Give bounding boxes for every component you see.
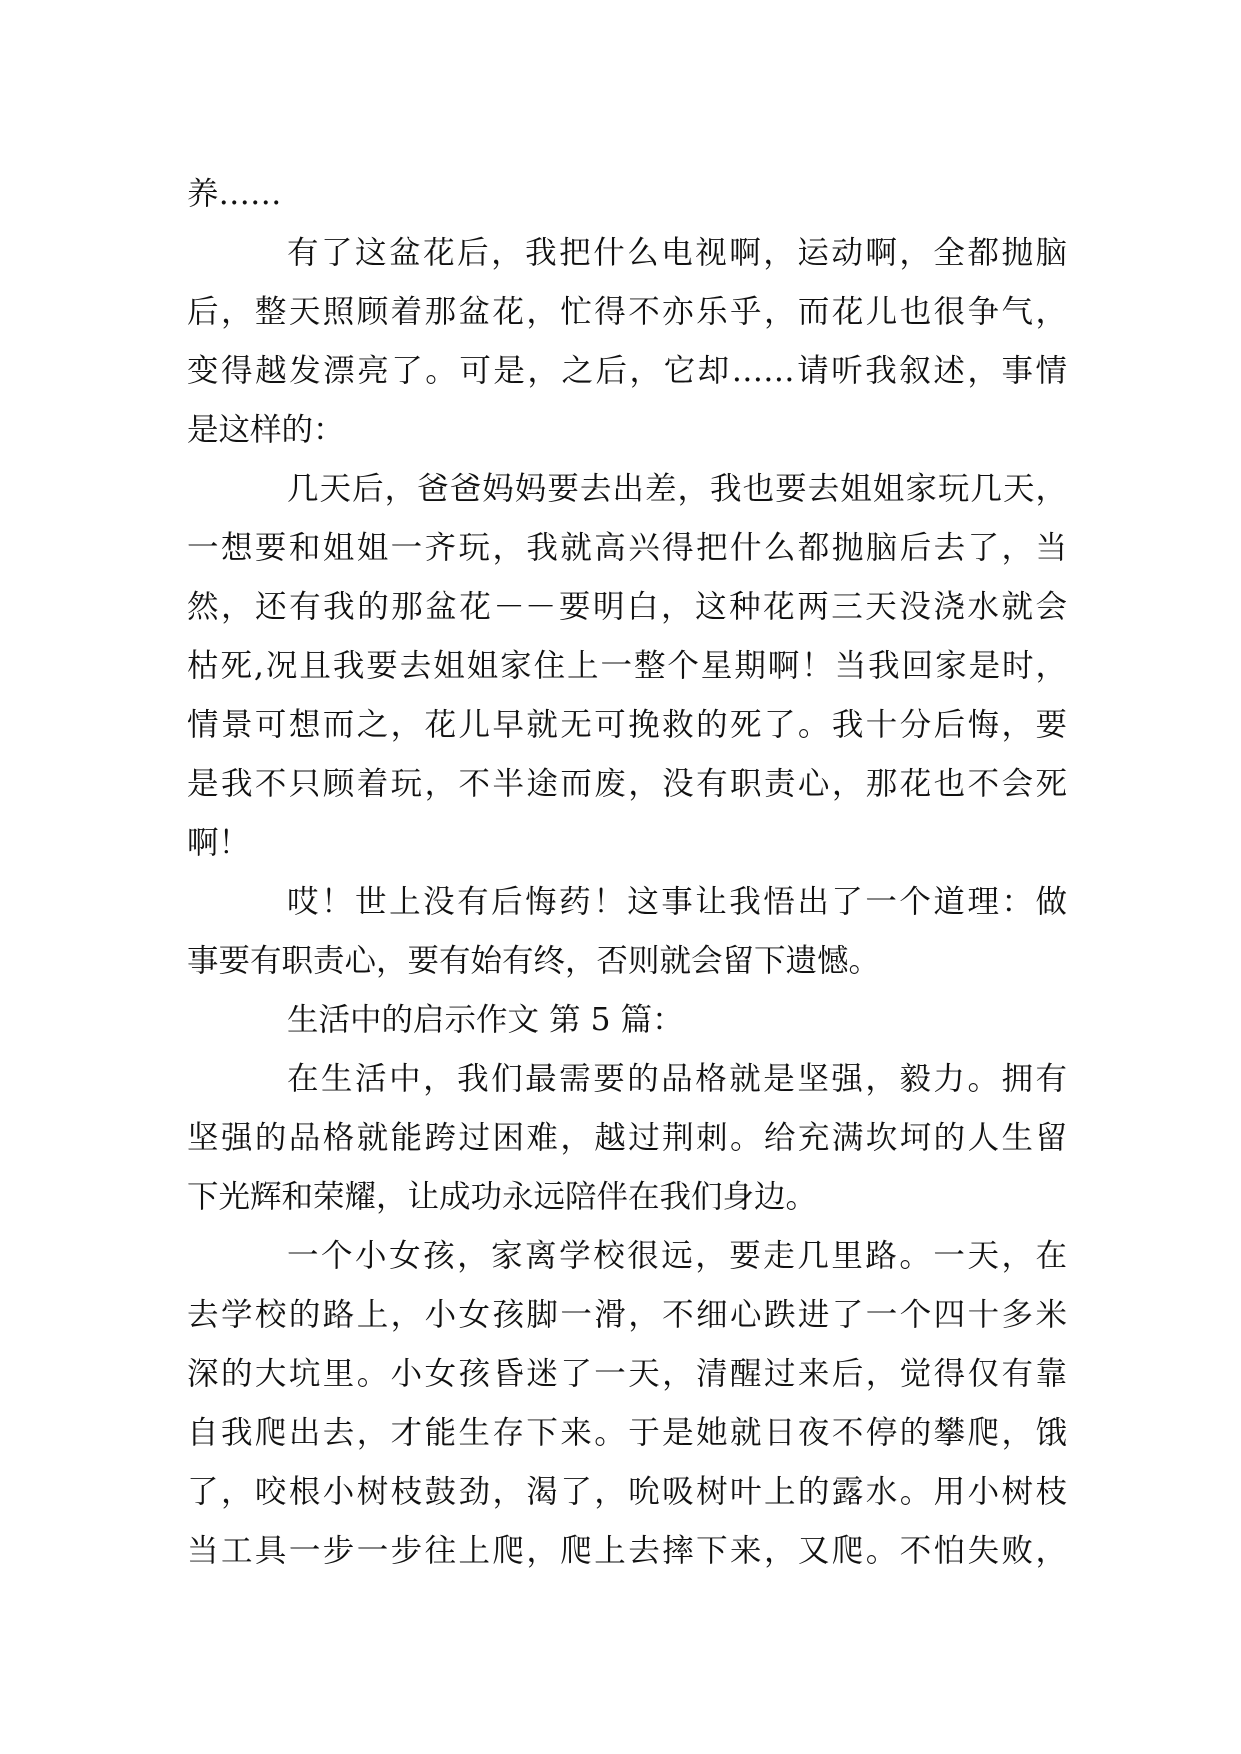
text-line: 深的大坑里。小女孩昏迷了一天，清醒过来后，觉得仅有靠: [187, 1356, 1067, 1392]
paragraph-first-line: 哎！世上没有后悔药！这事让我悟出了一个道理：做: [287, 884, 1067, 920]
text-line: 去学校的路上，小女孩脚一滑，不细心跌进了一个四十多米: [187, 1297, 1067, 1333]
text-line: 当工具一步一步往上爬，爬上去摔下来，又爬。不怕失败，: [187, 1533, 1067, 1569]
text-line: 变得越发漂亮了。可是，之后，它却……请听我叙述，事情: [187, 353, 1067, 389]
text-line: 坚强的品格就能跨过困难，越过荆刺。给充满坎坷的人生留: [187, 1120, 1067, 1156]
text-line: 情景可想而之，花儿早就无可挽救的死了。我十分后悔，要: [187, 707, 1067, 743]
paragraph-first-line: 在生活中，我们最需要的品格就是坚强，毅力。拥有: [287, 1061, 1067, 1097]
text-line: 自我爬出去，才能生存下来。于是她就日夜不停的攀爬，饿: [187, 1415, 1067, 1451]
paragraph-first-line: 有了这盆花后，我把什么电视啊，运动啊，全都抛脑: [287, 235, 1067, 271]
document-body: [187, 165, 1067, 1581]
text-line: 了，咬根小树枝鼓劲，渴了，吮吸树叶上的露水。用小树枝: [187, 1474, 1067, 1510]
section-heading: 生活中的启示作文 第 5 篇：: [287, 1002, 684, 1038]
text-line: 枯死,况且我要去姐姐家住上一整个星期啊！当我回家是时，: [187, 648, 1067, 684]
text-line: 养……: [187, 176, 282, 212]
paragraph-first-line: 几天后，爸爸妈妈要去出差，我也要去姐姐家玩几天，: [287, 471, 1067, 507]
text-line: 一想要和姐姐一齐玩，我就高兴得把什么都抛脑后去了，当: [187, 530, 1067, 566]
text-line: 下光辉和荣耀，让成功永远陪伴在我们身边。: [187, 1179, 818, 1215]
text-line: 事要有职责心，要有始有终，否则就会留下遗憾。: [187, 943, 881, 979]
text-line: 是我不只顾着玩，不半途而废，没有职责心，那花也不会死: [187, 766, 1067, 802]
text-line: 然，还有我的那盆花－－要明白，这种花两三天没浇水就会: [187, 589, 1067, 625]
text-line: 后，整天照顾着那盆花，忙得不亦乐乎，而花儿也很争气，: [187, 294, 1067, 330]
text-line: 是这样的：: [187, 412, 345, 448]
text-line: 啊！: [187, 825, 251, 861]
paragraph-first-line: 一个小女孩，家离学校很远，要走几里路。一天，在: [287, 1238, 1067, 1274]
